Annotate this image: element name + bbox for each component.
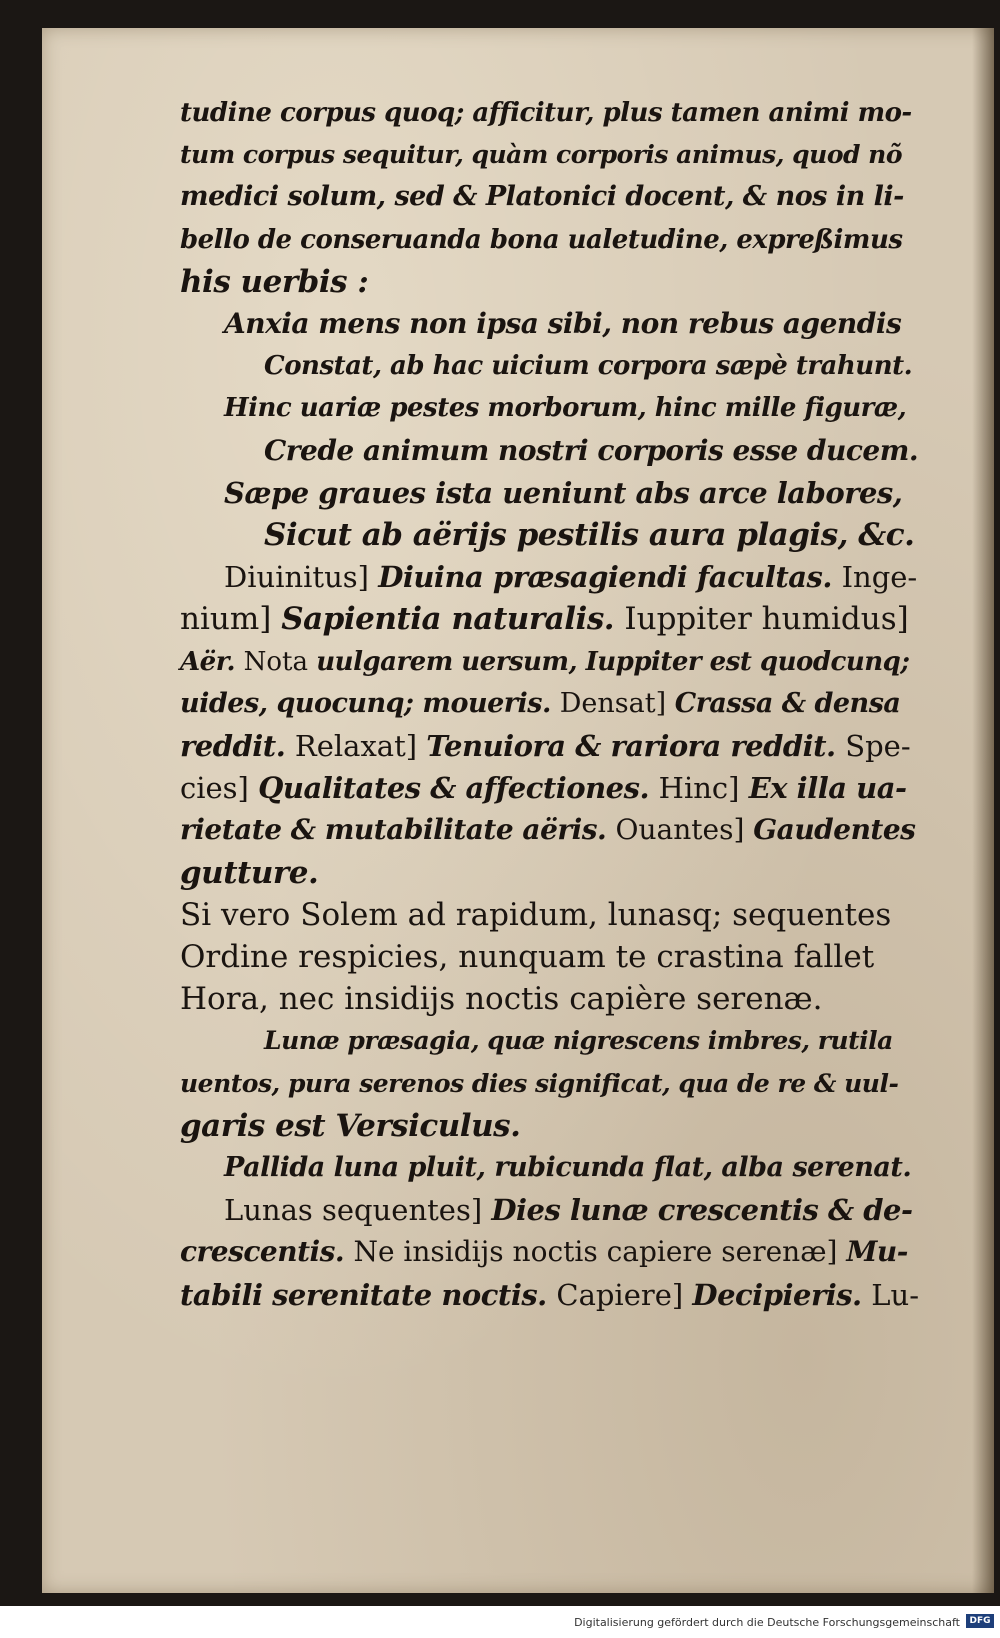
text-line bbox=[180, 556, 920, 598]
text-line bbox=[180, 92, 920, 134]
text-line bbox=[180, 978, 920, 1020]
dfg-logo: DFG bbox=[966, 1614, 994, 1628]
italic-text-segment: Decipieris. bbox=[692, 1277, 872, 1312]
text-line bbox=[180, 1147, 920, 1189]
text-line bbox=[180, 1231, 920, 1273]
italic-text-segment: Pallida luna pluit, rubicunda flat, alba serenat. bbox=[224, 1152, 912, 1184]
text-line bbox=[180, 767, 920, 809]
italic-text-segment: uulgarem uersum, Iuppiter est quodcunq; bbox=[316, 646, 910, 677]
text-line bbox=[180, 894, 920, 936]
italic-text-segment: Hinc uariæ pestes morborum, hinc mille figuræ, bbox=[224, 393, 907, 424]
italic-text-segment: Constat, ab hac uicium corpora sæpè trahunt. bbox=[264, 351, 913, 382]
text-line bbox=[180, 387, 920, 429]
roman-text-segment: Diuinitus] bbox=[224, 560, 379, 595]
roman-text-segment: Hinc] bbox=[658, 771, 749, 806]
italic-text-segment: Dies lunæ crescentis & de- bbox=[491, 1193, 913, 1228]
text-line bbox=[180, 852, 920, 894]
italic-text-segment: Aër. bbox=[180, 646, 244, 677]
italic-text-segment: rietate & mutabilitate aëris. bbox=[180, 813, 616, 847]
italic-text-segment: Anxia mens non ipsa sibi, non rebus agendis bbox=[224, 307, 902, 341]
italic-text-segment: Diuina præsagiendi facultas. bbox=[378, 560, 842, 595]
italic-text-segment: bello de conseruanda bona ualetudine, expreßimus bbox=[180, 224, 903, 255]
italic-text-segment: tabili serenitate noctis. bbox=[180, 1277, 557, 1312]
italic-text-segment: crescentis. bbox=[180, 1235, 354, 1269]
italic-text-segment: Sicut ab aërijs pestilis aura plagis, &c. bbox=[264, 517, 915, 554]
italic-text-segment: uides, quocunq; moueris. bbox=[180, 687, 560, 719]
italic-text-segment: Qualitates & affectiones. bbox=[258, 771, 659, 806]
roman-text-segment: Ordine respicies, nunquam te crastina fallet bbox=[180, 939, 875, 976]
text-line bbox=[180, 134, 920, 176]
text-line bbox=[180, 430, 920, 472]
text-line bbox=[180, 1189, 920, 1231]
page-edge-shadow bbox=[972, 28, 994, 1593]
text-line bbox=[180, 303, 920, 345]
page-text-block bbox=[180, 92, 920, 1316]
text-line bbox=[180, 683, 920, 725]
roman-text-segment: Lunas sequentes] bbox=[224, 1193, 492, 1228]
italic-text-segment: Crassa & densa bbox=[674, 687, 901, 719]
roman-text-segment: Nota bbox=[243, 646, 317, 677]
footer-credit: Digitalisierung gefördert durch die Deutsche Forschungsgemeinschaft bbox=[574, 1616, 960, 1629]
italic-text-segment: medici solum, sed & Platonici docent, & nos in li- bbox=[180, 181, 904, 213]
roman-text-segment: Ne insidijs noctis capiere serenæ] bbox=[353, 1235, 847, 1269]
roman-text-segment: cies] bbox=[180, 771, 259, 806]
text-line bbox=[180, 176, 920, 218]
text-line bbox=[180, 472, 920, 514]
digitization-footer bbox=[0, 1606, 1000, 1638]
italic-text-segment: Mu- bbox=[846, 1235, 908, 1269]
roman-text-segment: Densat] bbox=[559, 687, 675, 719]
text-line bbox=[180, 809, 920, 851]
roman-text-segment: Relaxat] bbox=[294, 729, 427, 764]
italic-text-segment: Sapientia naturalis. bbox=[281, 601, 625, 638]
italic-text-segment: Gaudentes bbox=[753, 813, 916, 847]
text-line bbox=[180, 219, 920, 261]
italic-text-segment: his uerbis : bbox=[180, 263, 369, 300]
italic-text-segment: Crede animum nostri corporis esse ducem. bbox=[264, 433, 919, 467]
roman-text-segment: Hora, nec insidijs noctis capière serenæ. bbox=[180, 981, 823, 1018]
roman-text-segment: Inge- bbox=[841, 560, 918, 595]
text-line bbox=[180, 598, 920, 640]
italic-text-segment: Lunæ præsagia, quæ nigrescens imbres, rutila bbox=[264, 1026, 893, 1056]
text-line bbox=[180, 725, 920, 767]
text-line bbox=[180, 261, 920, 303]
text-line bbox=[180, 936, 920, 978]
italic-text-segment: reddit. bbox=[180, 729, 295, 764]
italic-text-segment: garis est Versiculus. bbox=[180, 1107, 521, 1144]
italic-text-segment: tum corpus sequitur, quàm corporis animus, quod nõ bbox=[180, 140, 903, 170]
italic-text-segment: Ex illa ua- bbox=[748, 771, 907, 806]
text-line bbox=[180, 1274, 920, 1316]
roman-text-segment: Si vero Solem ad rapidum, lunasq; sequentes bbox=[180, 896, 892, 933]
italic-text-segment: tudine corpus quoq; afficitur, plus tamen animi mo- bbox=[180, 98, 912, 128]
roman-text-segment: Iuppiter humidus] bbox=[624, 601, 909, 638]
roman-text-segment: nium] bbox=[180, 601, 282, 638]
text-line bbox=[180, 641, 920, 683]
italic-text-segment: Sæpe graues ista ueniunt abs arce labores, bbox=[224, 475, 903, 510]
roman-text-segment: Spe- bbox=[845, 729, 911, 764]
roman-text-segment: Lu- bbox=[871, 1277, 919, 1312]
roman-text-segment: Ouantes] bbox=[615, 813, 754, 847]
text-line bbox=[180, 345, 920, 387]
text-line bbox=[180, 1105, 920, 1147]
text-line bbox=[180, 1063, 920, 1105]
italic-text-segment: uentos, pura serenos dies significat, qua de re & uul- bbox=[180, 1068, 899, 1098]
roman-text-segment: Capiere] bbox=[556, 1277, 693, 1312]
italic-text-segment: gutture. bbox=[180, 854, 319, 891]
text-line bbox=[180, 1020, 920, 1062]
text-line bbox=[180, 514, 920, 556]
italic-text-segment: Tenuiora & rariora reddit. bbox=[426, 729, 846, 764]
